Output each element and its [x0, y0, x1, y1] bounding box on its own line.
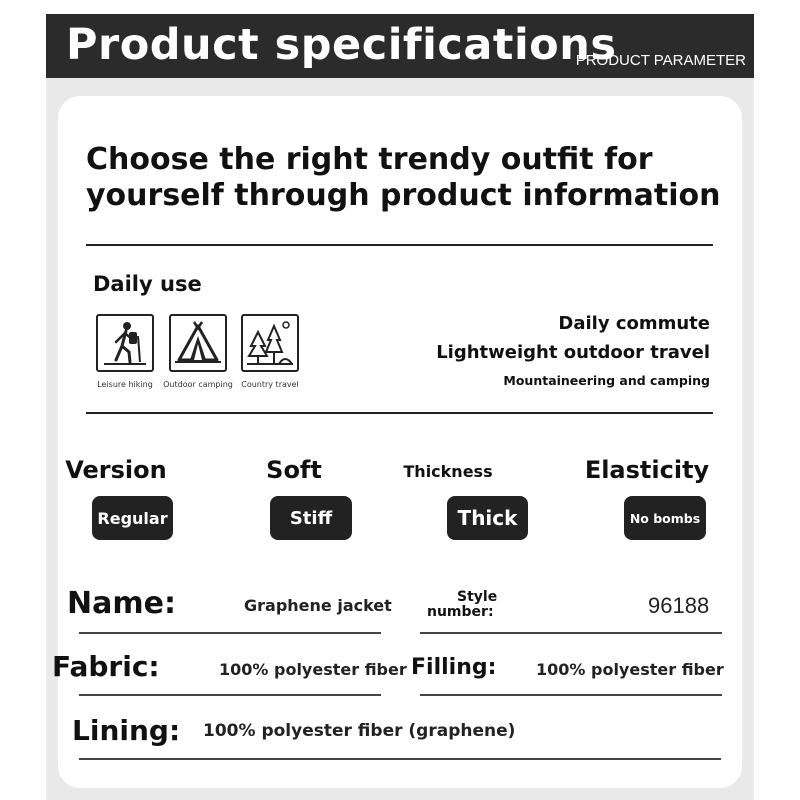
attribute-label-elasticity: Elasticity — [584, 456, 710, 484]
attribute-label-version: Version — [65, 456, 167, 484]
style-number-label-line2: number: — [427, 604, 494, 620]
fabric-label: Fabric: — [52, 650, 160, 683]
use-item: Daily commute — [558, 313, 710, 334]
name-value: Graphene jacket — [244, 596, 392, 615]
lining-value: 100% polyester fiber (graphene) — [203, 721, 516, 741]
header-banner — [46, 14, 754, 78]
fabric-value: 100% polyester fiber — [219, 660, 407, 679]
divider — [86, 412, 713, 414]
underline — [79, 694, 381, 696]
attribute-value-thickness: Thick — [447, 496, 528, 540]
name-label: Name: — [67, 586, 176, 621]
attribute-label-thickness: Thickness — [403, 462, 493, 481]
attribute-value-elasticity: No bombs — [624, 496, 706, 540]
filling-value: 100% polyester fiber — [536, 660, 724, 679]
underline — [79, 632, 381, 634]
daily-use-title: Daily use — [93, 272, 202, 296]
underline — [79, 758, 721, 760]
attribute-value-soft: Stiff — [270, 496, 352, 540]
lining-label: Lining: — [72, 714, 181, 747]
icon-caption: Country travel — [241, 380, 299, 389]
page-subtitle: PRODUCT PARAMETER — [575, 52, 746, 69]
underline — [420, 632, 722, 634]
page-title: Product specifications — [66, 20, 617, 70]
use-item: Mountaineering and camping — [503, 373, 710, 388]
attribute-value-version: Regular — [92, 496, 173, 540]
divider — [86, 244, 713, 246]
style-number-value: 96188 — [648, 593, 710, 618]
style-number-label-line1: Style — [457, 589, 498, 605]
use-item: Lightweight outdoor travel — [436, 342, 710, 363]
icon-caption: Outdoor camping — [163, 380, 233, 389]
tent-icon — [169, 314, 227, 372]
hiker-icon — [96, 314, 154, 372]
filling-label: Filling: — [411, 655, 497, 680]
underline — [420, 694, 722, 696]
headline: Choose the right trendy outfit for yourself through product information — [86, 142, 721, 213]
trees-icon — [241, 314, 299, 372]
icon-caption: Leisure hiking — [97, 380, 153, 389]
attribute-label-soft: Soft — [266, 456, 322, 484]
